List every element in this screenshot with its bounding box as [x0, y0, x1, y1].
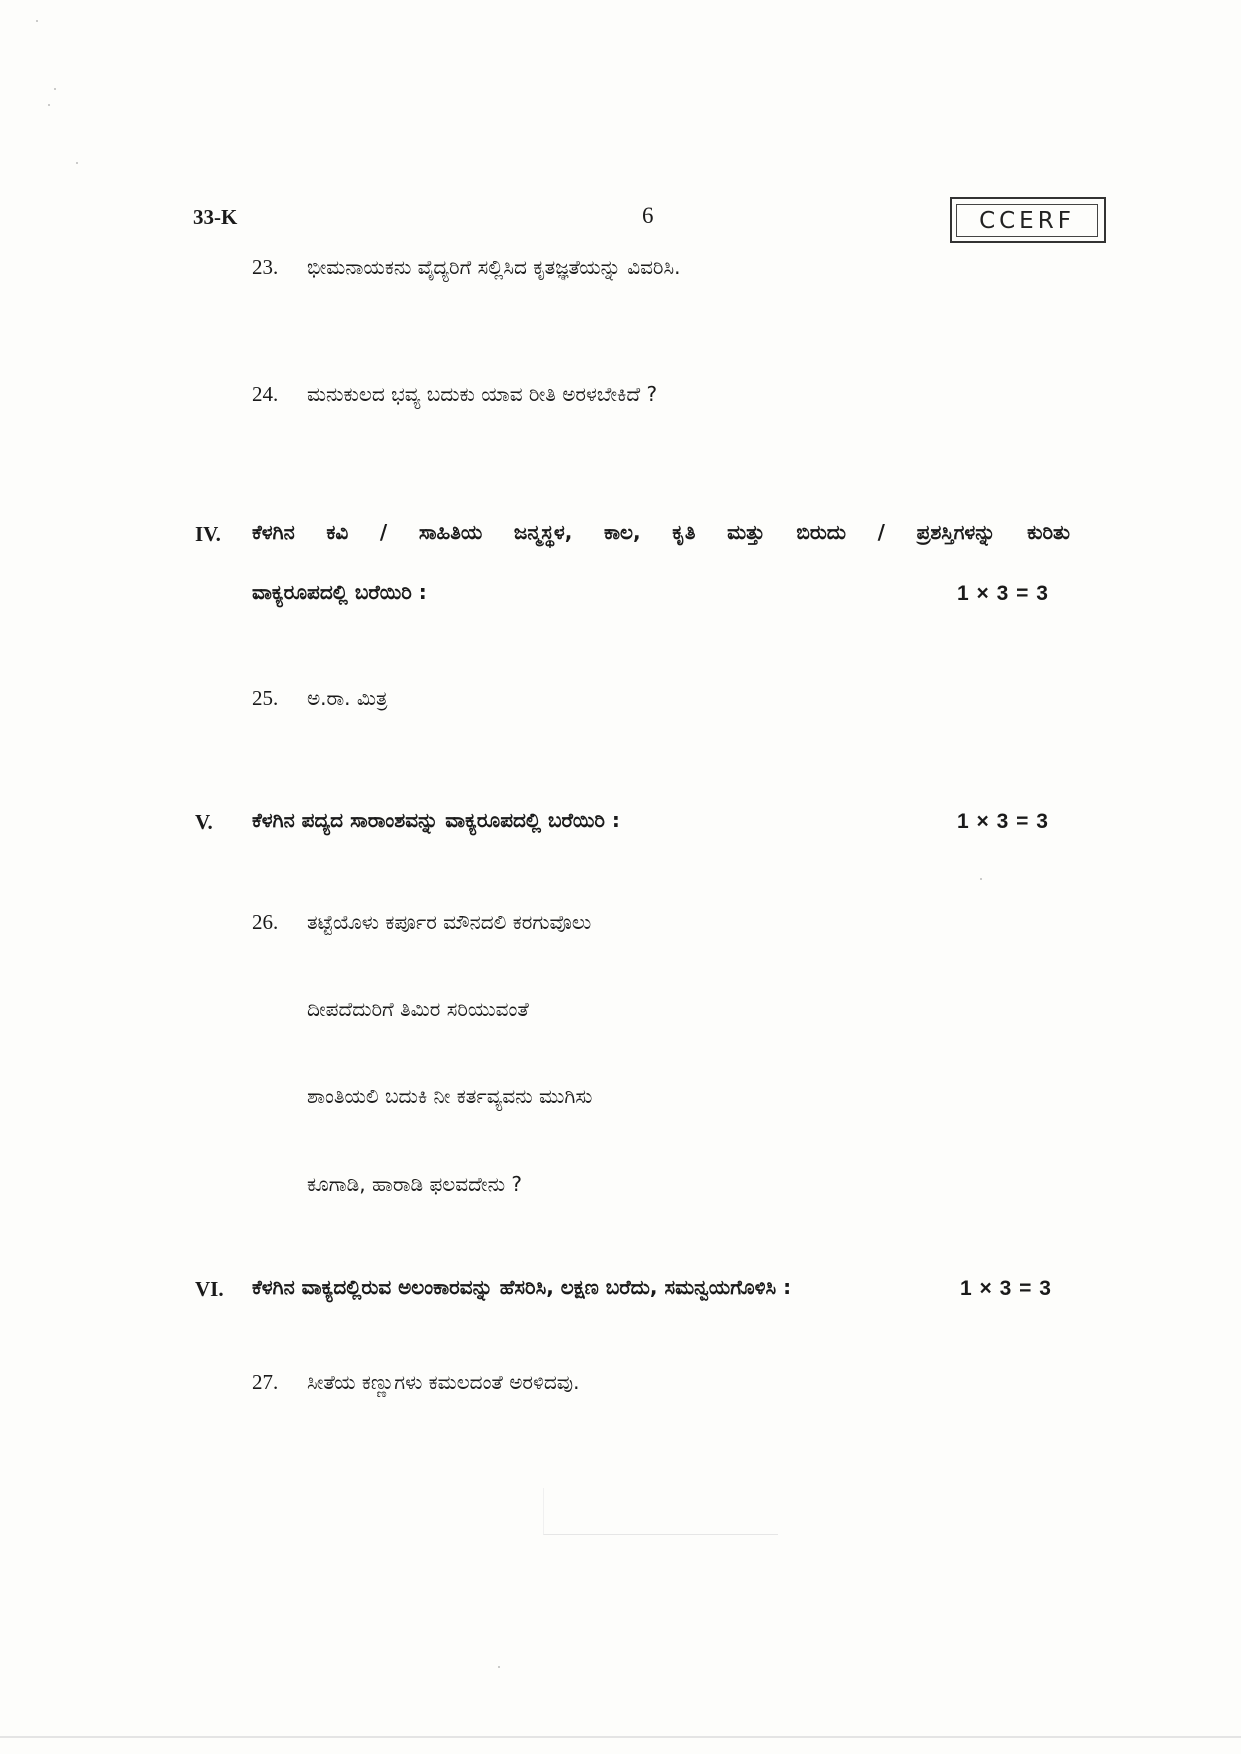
question-text-27: ಸೀತೆಯ ಕಣ್ಣುಗಳು ಕಮಲದಂತೆ ಅರಳಿದವು.	[307, 1370, 580, 1394]
scan-speck	[36, 20, 38, 22]
section-iv-instruction-line2: ವಾಕ್ಯರೂಪದಲ್ಲಿ ಬರೆಯಿರಿ :	[252, 580, 427, 604]
scan-speck	[48, 104, 50, 106]
section-iv-marks: 1 × 3 = 3	[957, 582, 1049, 605]
section-v-numeral: V.	[195, 810, 213, 834]
section-vi-marks: 1 × 3 = 3	[960, 1277, 1052, 1300]
section-iv-numeral: IV.	[195, 522, 221, 546]
poem-line-2: ದೀಪದೆದುರಿಗೆ ತಿಮಿರ ಸರಿಯುವಂತೆ	[307, 997, 529, 1021]
question-text-25: ಅ.ರಾ. ಮಿತ್ರ	[307, 686, 388, 710]
scan-speck	[76, 162, 78, 164]
question-text-23: ಭೀಮನಾಯಕನು ವೈದ್ಯರಿಗೆ ಸಲ್ಲಿಸಿದ ಕೃತಜ್ಞತೆಯನ್ನು ವಿವರಿಸಿ.	[307, 255, 681, 279]
page-number: 6	[642, 203, 654, 228]
poem-line-4: ಕೂಗಾಡಿ, ಹಾರಾಡಿ ಫಲವದೇನು ?	[307, 1172, 523, 1196]
question-number-27: 27.	[252, 1370, 279, 1394]
question-number-25: 25.	[252, 686, 279, 710]
poem-line-3: ಶಾಂತಿಯಲಿ ಬದುಕಿ ನೀ ಕರ್ತವ್ಯವನು ಮುಗಿಸು	[307, 1084, 593, 1108]
scan-artifact-box	[543, 1488, 778, 1535]
section-v-instruction: ಕೆಳಗಿನ ಪದ್ಯದ ಸಾರಾಂಶವನ್ನು ವಾಕ್ಯರೂಪದಲ್ಲಿ ಬರೆಯಿರಿ :	[252, 808, 620, 832]
section-v-marks: 1 × 3 = 3	[957, 810, 1049, 833]
section-vi-instruction: ಕೆಳಗಿನ ವಾಕ್ಯದಲ್ಲಿರುವ ಅಲಂಕಾರವನ್ನು ಹೆಸರಿಸಿ, ಲಕ್ಷಣ ಬರೆದು, ಸಮನ್ವಯಗೊಳಿಸಿ :	[252, 1275, 792, 1299]
scan-speck	[498, 1666, 500, 1668]
scan-speck	[54, 88, 56, 90]
paper-code: 33-K	[193, 205, 238, 229]
stamp-label: CCERF	[956, 204, 1098, 237]
ccerf-stamp	[950, 197, 1106, 243]
section-iv-instruction-line1: ಕೆಳಗಿನ ಕವಿ / ಸಾಹಿತಿಯ ಜನ್ಮಸ್ಥಳ, ಕಾಲ, ಕೃತಿ ಮತ್ತು ಬಿರುದು / ಪ್ರಶಸ್ತಿಗಳನ್ನು ಕುರಿತು	[252, 520, 1070, 544]
question-number-23: 23.	[252, 255, 279, 279]
scan-bottom-edge	[0, 1736, 1241, 1738]
question-number-24: 24.	[252, 382, 279, 406]
question-number-26: 26.	[252, 910, 279, 934]
question-text-24: ಮನುಕುಲದ ಭವ್ಯ ಬದುಕು ಯಾವ ರೀತಿ ಅರಳಬೇಕಿದೆ ?	[307, 382, 658, 406]
poem-line-1: ತಟ್ಟೆಯೊಳು ಕರ್ಪೂರ ಮೌನದಲಿ ಕರಗುವೊಲು	[307, 910, 592, 934]
section-vi-numeral: VI.	[195, 1277, 224, 1301]
scan-speck	[980, 878, 982, 880]
